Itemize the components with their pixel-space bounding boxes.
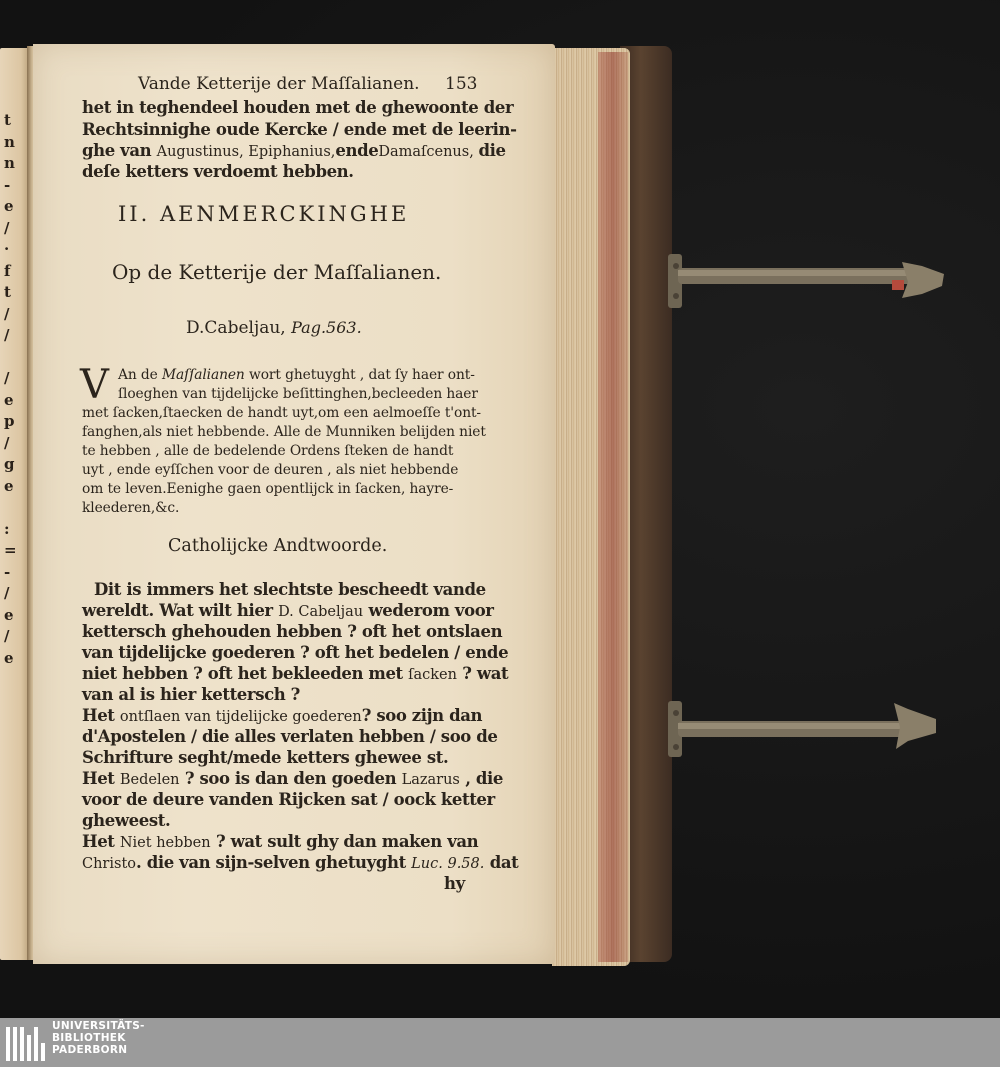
left-page-fragment: f bbox=[4, 261, 11, 280]
left-page-fragment: · bbox=[4, 240, 10, 258]
left-page-fragment: n bbox=[4, 132, 15, 151]
objection-line-6: uyt , ende eyſſchen voor de deuren , als niet hebbende bbox=[82, 462, 459, 478]
left-page-edge bbox=[0, 48, 30, 960]
left-page-fragment: - bbox=[4, 562, 11, 581]
left-page-fragment: / bbox=[4, 627, 10, 645]
left-page-fragment: p bbox=[4, 412, 15, 430]
objection-line-3: met ſacken,ſtaecken de handt uyt,om een aelmoeſſe t'ont- bbox=[82, 405, 481, 421]
source-reference: D.Cabeljau, Pag.563. bbox=[186, 318, 362, 338]
answer-line-6: van al is hier kettersch ? bbox=[82, 685, 300, 704]
left-page-fragment: / bbox=[4, 584, 10, 602]
red-edge-stain bbox=[598, 52, 628, 962]
left-page-fragments bbox=[4, 110, 24, 669]
answer-line-9: Schrifture seght/mede ketters ghewee st. bbox=[82, 748, 449, 767]
library-name-line-3: PADERBORN bbox=[52, 1044, 128, 1056]
left-page-fragment: / bbox=[4, 433, 10, 452]
left-page-fragment: - bbox=[4, 175, 11, 194]
left-page-fragment: g bbox=[4, 455, 15, 473]
footer-bar bbox=[0, 1018, 1000, 1067]
library-logo-icon bbox=[6, 1025, 46, 1061]
intro-line-4: deſe ketters verdoemt hebben. bbox=[82, 162, 354, 181]
objection-line-1: An de Maſſalianen wort ghetuyght , dat ſy haer ont- bbox=[118, 367, 475, 383]
answer-line-1: Dit is immers het slechtste bescheedt vande bbox=[94, 580, 486, 599]
answer-line-13: Het Niet hebben ? wat sult ghy dan maken van bbox=[82, 832, 479, 851]
left-page-fragment: t bbox=[4, 283, 11, 301]
upper-clasp-icon bbox=[664, 246, 949, 316]
answer-line-8: d'Apostelen / die alles verlaten hebben / soo de bbox=[82, 727, 498, 746]
answer-line-10: Het Bedelen ? soo is dan den goeden Lazarus , die bbox=[82, 769, 504, 788]
left-page-fragment: n bbox=[4, 154, 15, 172]
left-page-fragment: / bbox=[4, 369, 10, 387]
left-page-fragment: e bbox=[4, 605, 14, 624]
left-page-fragment: : bbox=[4, 519, 10, 538]
answer-line-2: wereldt. Wat wilt hier D. Cabeljau wederom voor bbox=[82, 601, 494, 620]
answer-heading: Catholijcke Andtwoorde. bbox=[168, 536, 388, 556]
objection-line-2: ſloeghen van tijdelijcke beſittinghen,becleeden haer bbox=[118, 386, 478, 402]
left-page-fragment: e bbox=[4, 197, 14, 215]
answer-line-5: niet hebben ? oft het bekleeden met ſacken ? wat bbox=[82, 664, 509, 683]
library-name-line-1: UNIVERSITÄTS- bbox=[52, 1020, 145, 1032]
objection-line-5: te hebben , alle de bedelende Ordens ſteken de handt bbox=[82, 443, 454, 459]
answer-line-14: Christo. die van sijn-selven ghetuyght Luc. 9.58. dat bbox=[82, 853, 519, 872]
library-name-line-2: BIBLIOTHEK bbox=[52, 1032, 126, 1044]
section-heading: II. AENMERCKINGHE bbox=[118, 202, 410, 226]
drop-capital: V bbox=[80, 362, 109, 408]
left-page-fragment: / bbox=[4, 218, 10, 237]
left-page-fragment: / bbox=[4, 304, 10, 323]
left-page-fragment: t bbox=[4, 111, 11, 129]
objection-line-4: fanghen,als niet hebbende. Alle de Munniken belijden niet bbox=[82, 424, 486, 440]
left-page-fragment: e bbox=[4, 390, 14, 409]
lower-clasp-icon bbox=[664, 695, 944, 765]
answer-line-4: van tijdelijcke goederen ? oft het bedelen / ende bbox=[82, 643, 509, 662]
library-name bbox=[52, 1020, 145, 1056]
left-page-fragment bbox=[4, 497, 24, 519]
left-page-fragment: / bbox=[4, 326, 10, 344]
intro-line-2: Rechtsinnighe oude Kercke / ende met de leerin- bbox=[82, 120, 517, 139]
answer-line-12: gheweest. bbox=[82, 811, 171, 830]
page-number: 153 bbox=[445, 74, 478, 94]
left-page-fragment bbox=[4, 347, 24, 369]
left-page-fragment: = bbox=[4, 541, 17, 559]
objection-line-8: kleederen,&c. bbox=[82, 500, 180, 516]
answer-line-3: kettersch ghehouden hebben ? oft het ontslaen bbox=[82, 622, 503, 641]
catchword: hy bbox=[444, 874, 465, 893]
answer-line-7: Het ontſlaen van tijdelijcke goederen? soo zijn dan bbox=[82, 706, 483, 725]
intro-line-3: ghe van Augustinus, Epiphanius,endeDamaſcenus, die bbox=[82, 141, 506, 160]
objection-line-7: om te leven.Eenighe gaen opentlijck in ſacken, hayre- bbox=[82, 481, 454, 497]
left-page-fragment: e bbox=[4, 476, 14, 495]
section-subheading: Op de Ketterije der Maſſalianen. bbox=[112, 260, 442, 284]
intro-line-1: het in teghendeel houden met de ghewoonte der bbox=[82, 98, 514, 117]
running-head: Vande Ketterije der Maſſalianen. bbox=[138, 74, 420, 94]
answer-line-11: voor de deure vanden Rijcken sat / oock ketter bbox=[82, 790, 495, 809]
left-page-fragment: e bbox=[4, 648, 14, 667]
